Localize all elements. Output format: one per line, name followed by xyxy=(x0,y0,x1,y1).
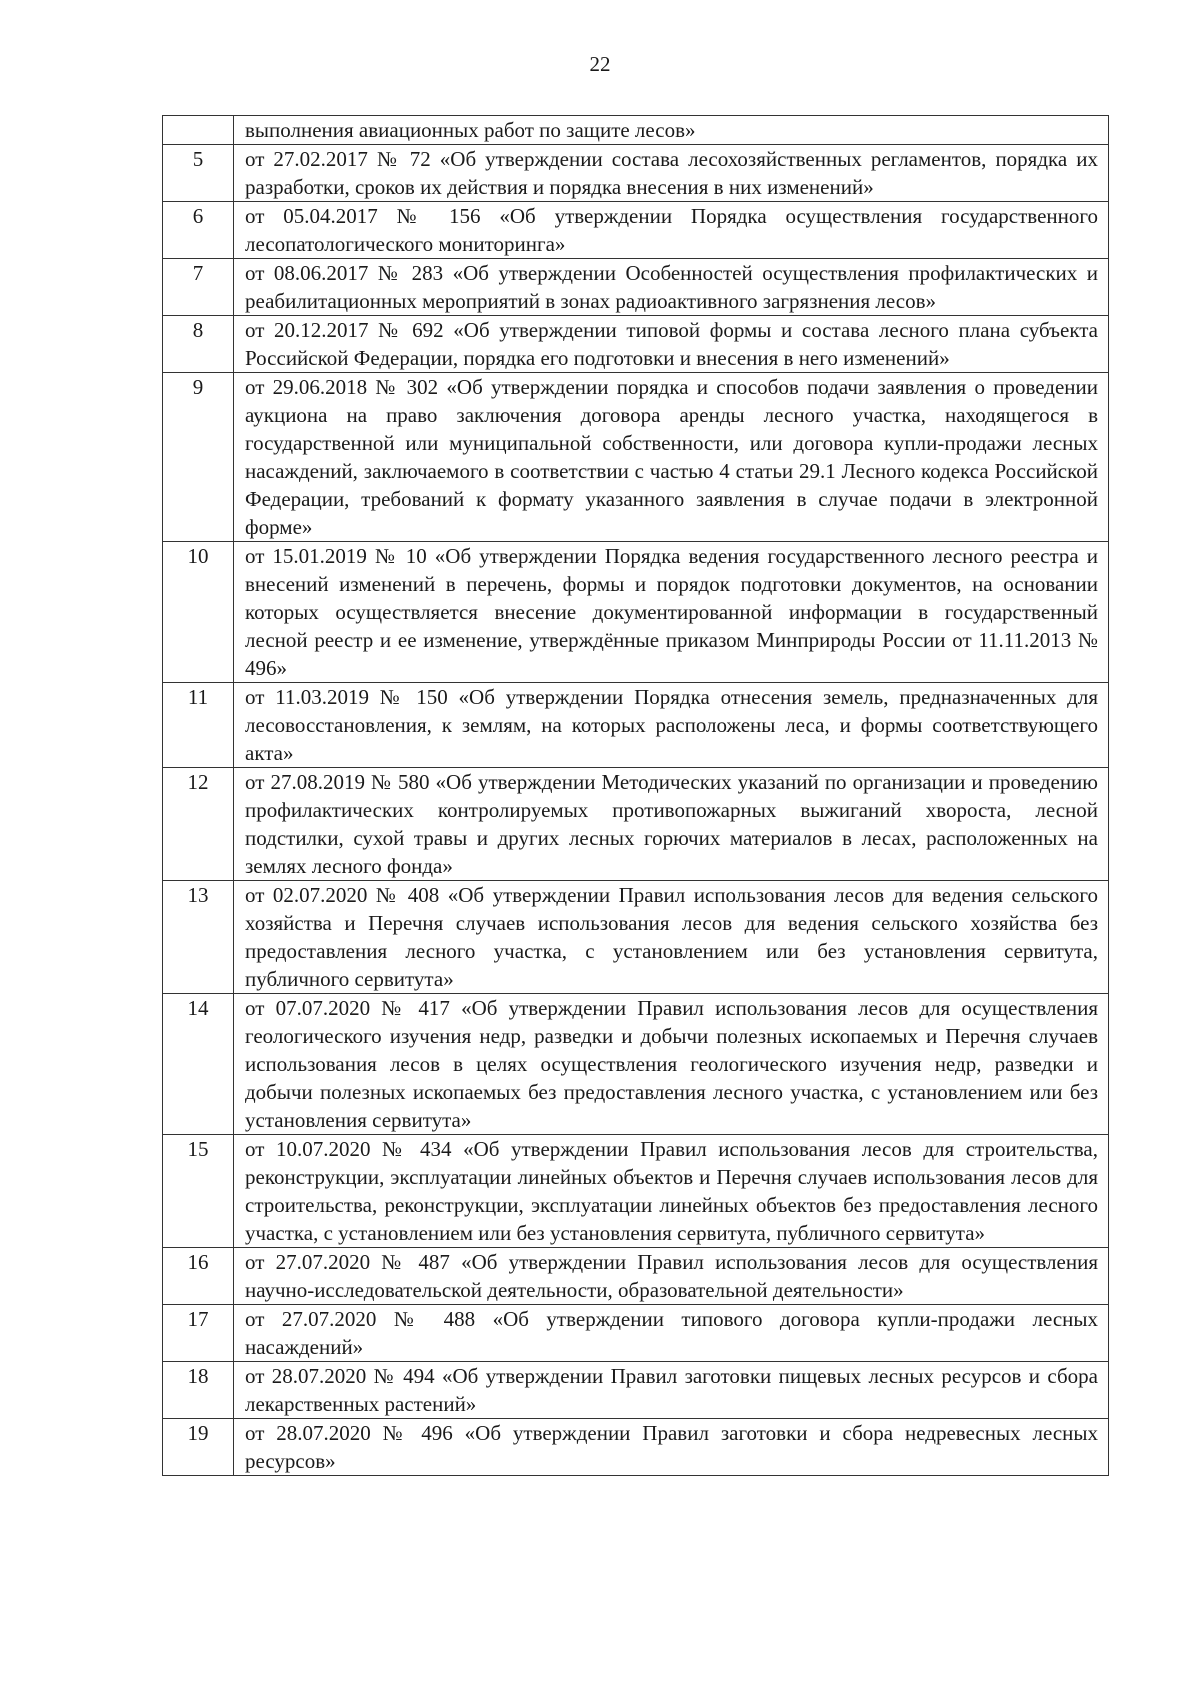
row-number: 9 xyxy=(163,373,234,542)
row-text: от 27.02.2017 № 72 «Об утверждении состава лесохозяйственных регламентов, порядка их разработки, сроков их действия и порядка внесения в них изменений» xyxy=(234,145,1109,202)
table-row xyxy=(163,683,1109,768)
row-text: от 05.04.2017 № 156 «Об утверждении Порядка осуществления государственного лесопатологического мониторинга» xyxy=(234,202,1109,259)
row-text: от 07.07.2020 № 417 «Об утверждении Правил использования лесов для осуществления геологического изучения недр, разведки и добычи полезных ископаемых и Перечня случаев использования лесов в целях осуществления геологического изучения недр, разведки и добычи полезных ископаемых без предоставления лесного участка, с установлением или без установления сервитута» xyxy=(234,994,1109,1135)
row-number: 17 xyxy=(163,1305,234,1362)
table-row xyxy=(163,145,1109,202)
table-row xyxy=(163,1362,1109,1419)
table-row xyxy=(163,881,1109,994)
row-number: 12 xyxy=(163,768,234,881)
row-text: от 27.07.2020 № 487 «Об утверждении Правил использования лесов для осуществления научно-исследовательской деятельности, образовательной деятельности» xyxy=(234,1248,1109,1305)
row-text: от 20.12.2017 № 692 «Об утверждении типовой формы и состава лесного плана субъекта Российской Федерации, порядка его подготовки и внесения в него изменений» xyxy=(234,316,1109,373)
row-number: 10 xyxy=(163,542,234,683)
row-text: от 29.06.2018 № 302 «Об утверждении порядка и способов подачи заявления о проведении аукциона на право заключения договора аренды лесного участка, находящегося в государственной или муниципальной собственности, или договора купли-продажи лесных насаждений, заключаемого в соответствии с частью 4 статьи 29.1 Лесного кодекса Российской Федерации, требований к формату указанного заявления в случае подачи в электронной форме» xyxy=(234,373,1109,542)
table-row xyxy=(163,1419,1109,1476)
table-row xyxy=(163,768,1109,881)
page-number: 22 xyxy=(589,52,611,76)
row-number: 19 xyxy=(163,1419,234,1476)
table-row xyxy=(163,542,1109,683)
row-number: 13 xyxy=(163,881,234,994)
row-number: 18 xyxy=(163,1362,234,1419)
row-text: от 02.07.2020 № 408 «Об утверждении Правил использования лесов для ведения сельского хозяйства и Перечня случаев использования лесов для ведения сельского хозяйства без предоставления лесного участка, с установлением или без установления сервитута, публичного сервитута» xyxy=(234,881,1109,994)
row-text: от 27.07.2020 № 488 «Об утверждении типового договора купли-продажи лесных насаждений» xyxy=(234,1305,1109,1362)
row-text: от 27.08.2019 № 580 «Об утверждении Методических указаний по организации и проведению профилактических контролируемых противопожарных выжиганий хвороста, лесной подстилки, сухой травы и других лесных горючих материалов в лесах, расположенных на землях лесного фонда» xyxy=(234,768,1109,881)
row-text: от 08.06.2017 № 283 «Об утверждении Особенностей осуществления профилактических и реабилитационных мероприятий в зонах радиоактивного загрязнения лесов» xyxy=(234,259,1109,316)
row-text: выполнения авиационных работ по защите лесов» xyxy=(234,116,1109,145)
row-number: 6 xyxy=(163,202,234,259)
document-table xyxy=(162,115,1109,1476)
row-text: от 11.03.2019 № 150 «Об утверждении Порядка отнесения земель, предназначенных для лесовосстановления, к землям, на которых расположены леса, и формы соответствующего акта» xyxy=(234,683,1109,768)
table-row xyxy=(163,373,1109,542)
row-text: от 28.07.2020 № 494 «Об утверждении Правил заготовки пищевых лесных ресурсов и сбора лекарственных растений» xyxy=(234,1362,1109,1419)
table-row xyxy=(163,259,1109,316)
row-number: 5 xyxy=(163,145,234,202)
table-row xyxy=(163,202,1109,259)
row-number: 16 xyxy=(163,1248,234,1305)
row-number: 8 xyxy=(163,316,234,373)
table-row xyxy=(163,1248,1109,1305)
table-row xyxy=(163,1135,1109,1248)
table-row xyxy=(163,316,1109,373)
row-number: 11 xyxy=(163,683,234,768)
row-text: от 15.01.2019 № 10 «Об утверждении Порядка ведения государственного лесного реестра и внесений изменений в перечень, формы и порядок подготовки документов, на основании которых осуществляется внесение документированной информации в государственный лесной реестр и ее изменение, утверждённые приказом Минприроды России от 11.11.2013 № 496» xyxy=(234,542,1109,683)
row-text: от 10.07.2020 № 434 «Об утверждении Правил использования лесов для строительства, реконструкции, эксплуатации линейных объектов и Перечня случаев использования лесов для строительства, реконструкции, эксплуатации линейных объектов без предоставления лесного участка, с установлением или без установления сервитута, публичного сервитута» xyxy=(234,1135,1109,1248)
row-text: от 28.07.2020 № 496 «Об утверждении Правил заготовки и сбора недревесных лесных ресурсов» xyxy=(234,1419,1109,1476)
row-number: 7 xyxy=(163,259,234,316)
table-row xyxy=(163,116,1109,145)
row-number: 15 xyxy=(163,1135,234,1248)
table-row xyxy=(163,994,1109,1135)
table-row xyxy=(163,1305,1109,1362)
row-number xyxy=(163,116,234,145)
row-number: 14 xyxy=(163,994,234,1135)
